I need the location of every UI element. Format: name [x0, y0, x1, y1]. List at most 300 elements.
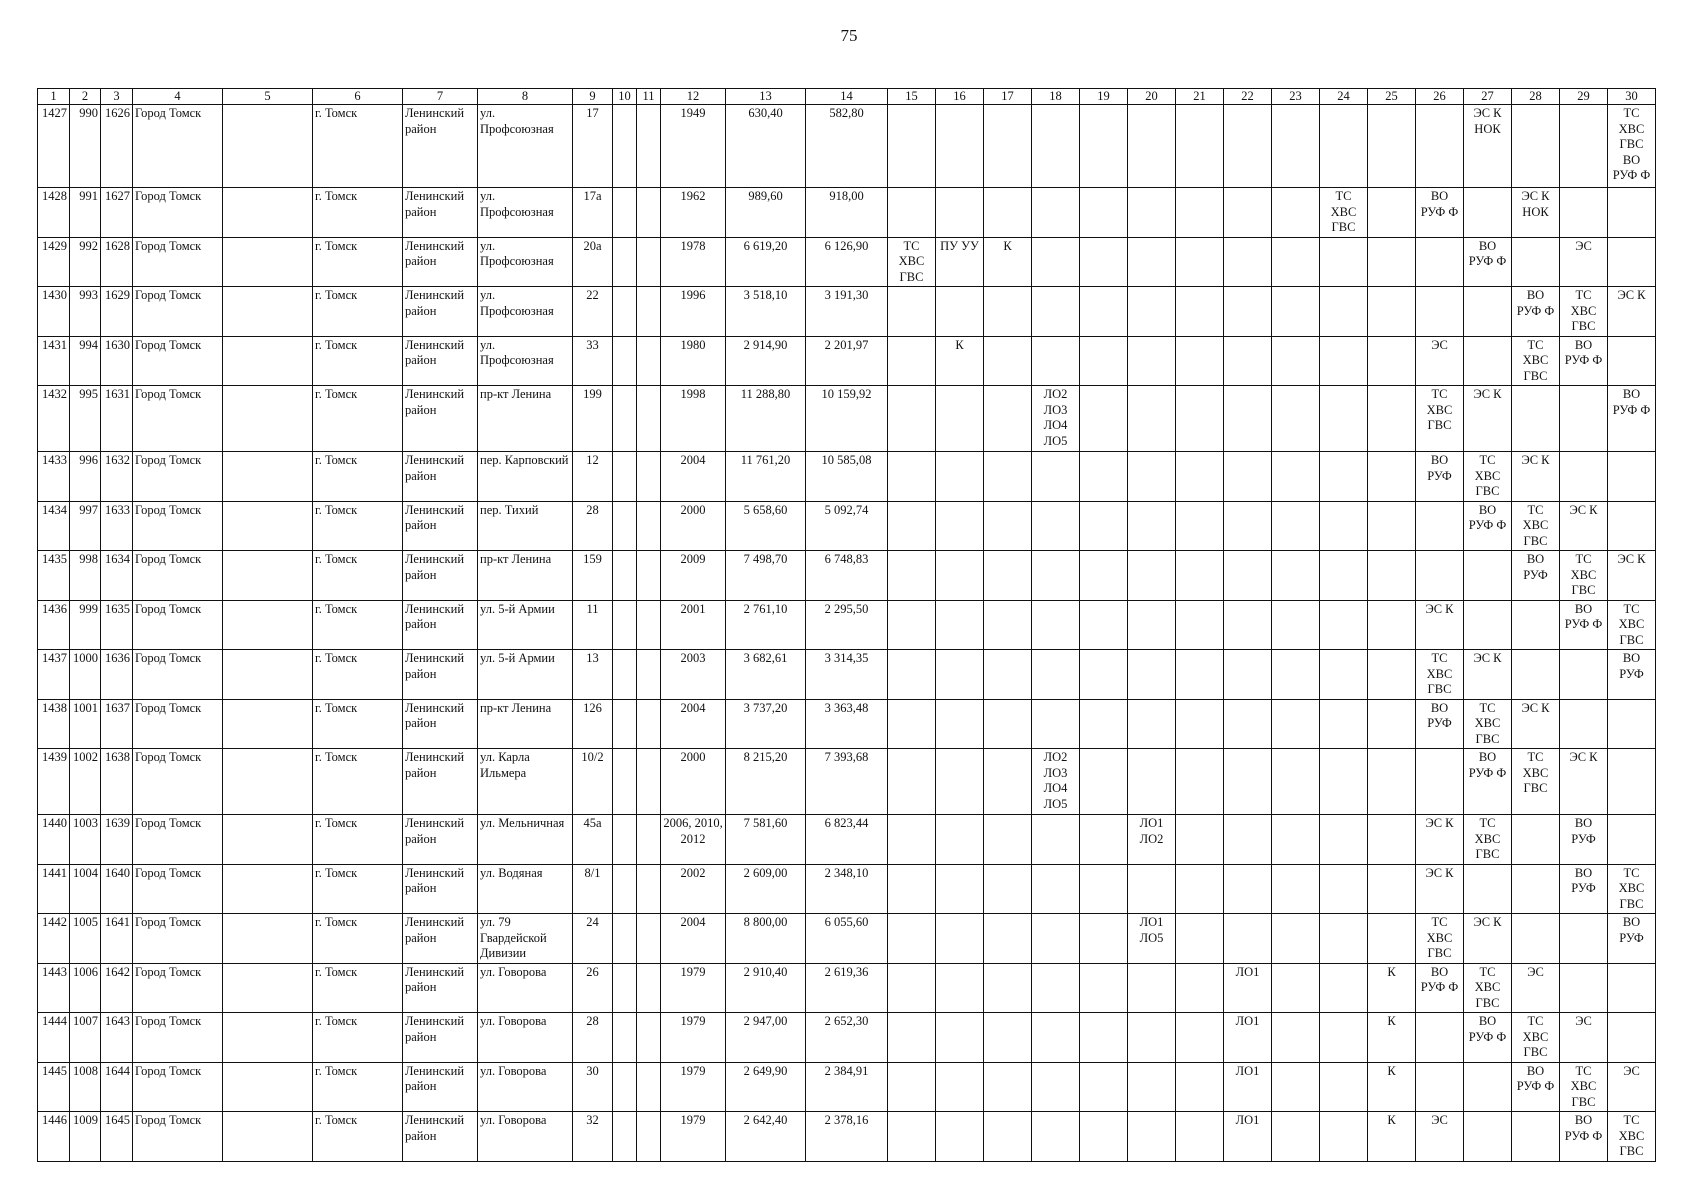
cell-col-13: 8 800,00: [726, 914, 806, 964]
cell-col-30: ВО РУФ: [1608, 650, 1656, 700]
cell-col-18: [1032, 600, 1080, 650]
cell-col-12: 2004: [661, 914, 726, 964]
cell-col-28: ЭС: [1512, 963, 1560, 1013]
cell-col-2: 1003: [70, 815, 101, 865]
cell-col-4: Город Томск: [133, 336, 223, 386]
column-number-6: 6: [313, 89, 403, 105]
cell-col-10: [613, 600, 637, 650]
cell-col-23: [1272, 600, 1320, 650]
cell-col-26: ЭС К: [1416, 600, 1464, 650]
cell-col-6: г. Томск: [313, 815, 403, 865]
cell-col-14: 2 652,30: [806, 1013, 888, 1063]
cell-col-14: 3 191,30: [806, 287, 888, 337]
cell-col-9: 28: [573, 501, 613, 551]
column-number-16: 16: [936, 89, 984, 105]
cell-col-8: ул. Профсоюзная: [478, 105, 573, 188]
column-number-row: [38, 89, 1656, 105]
cell-col-19: [1080, 749, 1128, 815]
cell-col-28: [1512, 1112, 1560, 1162]
cell-col-5: [223, 336, 313, 386]
cell-col-10: [613, 287, 637, 337]
cell-col-2: 1001: [70, 699, 101, 749]
cell-col-14: 2 201,97: [806, 336, 888, 386]
cell-col-22: ЛО1: [1224, 1062, 1272, 1112]
cell-col-30: [1608, 749, 1656, 815]
cell-col-13: 2 761,10: [726, 600, 806, 650]
cell-col-3: 1629: [101, 287, 133, 337]
cell-col-23: [1272, 237, 1320, 287]
cell-col-15: [888, 336, 936, 386]
cell-col-27: [1464, 1112, 1512, 1162]
cell-col-16: [936, 1062, 984, 1112]
cell-col-13: 7 498,70: [726, 551, 806, 601]
cell-col-23: [1272, 699, 1320, 749]
cell-col-17: [984, 551, 1032, 601]
cell-col-20: [1128, 501, 1176, 551]
cell-col-23: [1272, 1013, 1320, 1063]
table-row: [38, 864, 1656, 914]
cell-col-27: [1464, 600, 1512, 650]
cell-col-30: ТС ХВС ГВС: [1608, 1112, 1656, 1162]
cell-col-20: [1128, 452, 1176, 502]
cell-col-9: 32: [573, 1112, 613, 1162]
cell-col-29: ВО РУФ Ф: [1560, 1112, 1608, 1162]
cell-col-27: ВО РУФ Ф: [1464, 1013, 1512, 1063]
cell-col-17: [984, 914, 1032, 964]
cell-col-29: [1560, 188, 1608, 238]
column-number-19: 19: [1080, 89, 1128, 105]
cell-col-3: 1640: [101, 864, 133, 914]
cell-col-11: [637, 105, 661, 188]
cell-col-13: 3 682,61: [726, 650, 806, 700]
cell-col-11: [637, 1013, 661, 1063]
cell-col-25: [1368, 237, 1416, 287]
cell-col-9: 30: [573, 1062, 613, 1112]
cell-col-27: [1464, 287, 1512, 337]
cell-col-13: 3 518,10: [726, 287, 806, 337]
cell-col-3: 1643: [101, 1013, 133, 1063]
cell-col-14: 582,80: [806, 105, 888, 188]
cell-col-10: [613, 237, 637, 287]
cell-col-22: [1224, 287, 1272, 337]
cell-col-21: [1176, 815, 1224, 865]
cell-col-16: ПУ УУ: [936, 237, 984, 287]
cell-col-28: [1512, 650, 1560, 700]
cell-col-24: [1320, 749, 1368, 815]
cell-col-5: [223, 237, 313, 287]
cell-col-28: ТС ХВС ГВС: [1512, 336, 1560, 386]
cell-col-9: 22: [573, 287, 613, 337]
cell-col-10: [613, 815, 637, 865]
table-row: [38, 749, 1656, 815]
column-number-2: 2: [70, 89, 101, 105]
cell-col-16: [936, 749, 984, 815]
cell-col-22: [1224, 815, 1272, 865]
table-row: [38, 1013, 1656, 1063]
page-number: 75: [840, 26, 858, 45]
cell-col-30: ЭС К: [1608, 287, 1656, 337]
cell-col-25: [1368, 105, 1416, 188]
cell-col-6: г. Томск: [313, 1112, 403, 1162]
cell-col-28: ТС ХВС ГВС: [1512, 501, 1560, 551]
cell-col-20: [1128, 1062, 1176, 1112]
cell-col-6: г. Томск: [313, 237, 403, 287]
cell-col-10: [613, 105, 637, 188]
cell-col-26: [1416, 501, 1464, 551]
cell-col-19: [1080, 1112, 1128, 1162]
cell-col-30: [1608, 336, 1656, 386]
cell-col-10: [613, 1112, 637, 1162]
table-row: [38, 699, 1656, 749]
cell-col-26: ЭС: [1416, 1112, 1464, 1162]
cell-col-13: 630,40: [726, 105, 806, 188]
cell-col-14: 10 585,08: [806, 452, 888, 502]
cell-col-2: 1007: [70, 1013, 101, 1063]
cell-col-12: 1979: [661, 1112, 726, 1162]
cell-col-14: 2 619,36: [806, 963, 888, 1013]
column-number-11: 11: [637, 89, 661, 105]
cell-col-18: [1032, 452, 1080, 502]
cell-col-10: [613, 914, 637, 964]
cell-col-18: [1032, 914, 1080, 964]
cell-col-24: [1320, 501, 1368, 551]
cell-col-21: [1176, 914, 1224, 964]
cell-col-6: г. Томск: [313, 864, 403, 914]
cell-col-24: [1320, 864, 1368, 914]
cell-col-29: ТС ХВС ГВС: [1560, 551, 1608, 601]
cell-col-27: ЭС К НОК: [1464, 105, 1512, 188]
cell-col-4: Город Томск: [133, 650, 223, 700]
cell-col-8: ул. Карла Ильмера: [478, 749, 573, 815]
cell-col-19: [1080, 105, 1128, 188]
cell-col-30: [1608, 699, 1656, 749]
cell-col-28: [1512, 914, 1560, 964]
cell-col-1: 1429: [38, 237, 70, 287]
cell-col-9: 33: [573, 336, 613, 386]
cell-col-13: 11 761,20: [726, 452, 806, 502]
cell-col-27: [1464, 1062, 1512, 1112]
cell-col-17: [984, 287, 1032, 337]
cell-col-28: ТС ХВС ГВС: [1512, 749, 1560, 815]
cell-col-15: [888, 1112, 936, 1162]
cell-col-19: [1080, 501, 1128, 551]
cell-col-27: ВО РУФ Ф: [1464, 237, 1512, 287]
cell-col-3: 1628: [101, 237, 133, 287]
cell-col-22: [1224, 501, 1272, 551]
cell-col-27: ВО РУФ Ф: [1464, 501, 1512, 551]
cell-col-26: ЭС К: [1416, 864, 1464, 914]
cell-col-5: [223, 551, 313, 601]
column-number-3: 3: [101, 89, 133, 105]
cell-col-18: [1032, 551, 1080, 601]
cell-col-12: 2003: [661, 650, 726, 700]
cell-col-30: [1608, 452, 1656, 502]
cell-col-18: [1032, 815, 1080, 865]
cell-col-5: [223, 650, 313, 700]
cell-col-16: [936, 287, 984, 337]
cell-col-20: ЛО1 ЛО2: [1128, 815, 1176, 865]
cell-col-4: Город Томск: [133, 551, 223, 601]
cell-col-29: ВО РУФ: [1560, 815, 1608, 865]
cell-col-25: [1368, 600, 1416, 650]
cell-col-13: 2 947,00: [726, 1013, 806, 1063]
cell-col-4: Город Томск: [133, 914, 223, 964]
cell-col-14: 2 348,10: [806, 864, 888, 914]
cell-col-2: 1008: [70, 1062, 101, 1112]
cell-col-6: г. Томск: [313, 287, 403, 337]
table-row: [38, 105, 1656, 188]
cell-col-28: ЭС К: [1512, 452, 1560, 502]
cell-col-21: [1176, 864, 1224, 914]
cell-col-21: [1176, 336, 1224, 386]
cell-col-13: 2 609,00: [726, 864, 806, 914]
cell-col-30: ВО РУФ Ф: [1608, 386, 1656, 452]
cell-col-10: [613, 336, 637, 386]
cell-col-27: ЭС К: [1464, 914, 1512, 964]
cell-col-1: 1435: [38, 551, 70, 601]
cell-col-2: 1002: [70, 749, 101, 815]
cell-col-9: 126: [573, 699, 613, 749]
cell-col-25: [1368, 650, 1416, 700]
cell-col-18: [1032, 1112, 1080, 1162]
cell-col-13: 2 910,40: [726, 963, 806, 1013]
cell-col-5: [223, 287, 313, 337]
cell-col-2: 1004: [70, 864, 101, 914]
cell-col-26: [1416, 237, 1464, 287]
cell-col-29: ЭС К: [1560, 501, 1608, 551]
cell-col-12: 1978: [661, 237, 726, 287]
cell-col-16: К: [936, 336, 984, 386]
table-row: [38, 650, 1656, 700]
cell-col-28: [1512, 237, 1560, 287]
cell-col-2: 997: [70, 501, 101, 551]
cell-col-21: [1176, 501, 1224, 551]
column-number-9: 9: [573, 89, 613, 105]
cell-col-2: 991: [70, 188, 101, 238]
cell-col-21: [1176, 287, 1224, 337]
cell-col-29: ВО РУФ Ф: [1560, 600, 1608, 650]
cell-col-18: ЛО2 ЛО3 ЛО4 ЛО5: [1032, 386, 1080, 452]
cell-col-7: Ленинский район: [403, 188, 478, 238]
cell-col-18: [1032, 501, 1080, 551]
cell-col-1: 1445: [38, 1062, 70, 1112]
cell-col-2: 996: [70, 452, 101, 502]
cell-col-20: [1128, 963, 1176, 1013]
cell-col-20: [1128, 386, 1176, 452]
cell-col-20: [1128, 287, 1176, 337]
cell-col-6: г. Томск: [313, 188, 403, 238]
table-row: [38, 237, 1656, 287]
cell-col-18: [1032, 1062, 1080, 1112]
cell-col-15: [888, 699, 936, 749]
cell-col-2: 1005: [70, 914, 101, 964]
cell-col-11: [637, 815, 661, 865]
cell-col-1: 1446: [38, 1112, 70, 1162]
cell-col-8: ул. Говорова: [478, 1112, 573, 1162]
cell-col-5: [223, 1112, 313, 1162]
cell-col-12: 2004: [661, 699, 726, 749]
cell-col-10: [613, 699, 637, 749]
cell-col-1: 1444: [38, 1013, 70, 1063]
cell-col-19: [1080, 699, 1128, 749]
cell-col-20: [1128, 650, 1176, 700]
cell-col-15: [888, 864, 936, 914]
table-row: [38, 336, 1656, 386]
cell-col-22: [1224, 452, 1272, 502]
cell-col-10: [613, 650, 637, 700]
cell-col-26: ЭС: [1416, 336, 1464, 386]
cell-col-1: 1433: [38, 452, 70, 502]
cell-col-8: ул. Мельничная: [478, 815, 573, 865]
cell-col-24: [1320, 551, 1368, 601]
cell-col-29: [1560, 452, 1608, 502]
cell-col-17: [984, 386, 1032, 452]
cell-col-25: К: [1368, 1013, 1416, 1063]
cell-col-25: [1368, 452, 1416, 502]
cell-col-4: Город Томск: [133, 237, 223, 287]
cell-col-6: г. Томск: [313, 1013, 403, 1063]
cell-col-3: 1638: [101, 749, 133, 815]
cell-col-26: ТС ХВС ГВС: [1416, 914, 1464, 964]
cell-col-24: [1320, 699, 1368, 749]
cell-col-5: [223, 452, 313, 502]
column-number-27: 27: [1464, 89, 1512, 105]
cell-col-3: 1630: [101, 336, 133, 386]
cell-col-6: г. Томск: [313, 105, 403, 188]
cell-col-28: ТС ХВС ГВС: [1512, 1013, 1560, 1063]
cell-col-5: [223, 699, 313, 749]
cell-col-10: [613, 1062, 637, 1112]
cell-col-28: ВО РУФ Ф: [1512, 287, 1560, 337]
cell-col-11: [637, 699, 661, 749]
cell-col-30: ВО РУФ: [1608, 914, 1656, 964]
cell-col-25: [1368, 501, 1416, 551]
cell-col-29: [1560, 699, 1608, 749]
cell-col-21: [1176, 386, 1224, 452]
column-number-4: 4: [133, 89, 223, 105]
cell-col-21: [1176, 650, 1224, 700]
cell-col-5: [223, 749, 313, 815]
cell-col-8: ул. Профсоюзная: [478, 336, 573, 386]
cell-col-25: [1368, 864, 1416, 914]
cell-col-17: [984, 650, 1032, 700]
cell-col-10: [613, 1013, 637, 1063]
cell-col-28: [1512, 815, 1560, 865]
cell-col-7: Ленинский район: [403, 501, 478, 551]
cell-col-17: [984, 699, 1032, 749]
cell-col-11: [637, 452, 661, 502]
cell-col-9: 26: [573, 963, 613, 1013]
cell-col-17: [984, 600, 1032, 650]
cell-col-16: [936, 650, 984, 700]
cell-col-29: ТС ХВС ГВС: [1560, 287, 1608, 337]
cell-col-2: 1006: [70, 963, 101, 1013]
cell-col-7: Ленинский район: [403, 600, 478, 650]
cell-col-24: [1320, 650, 1368, 700]
cell-col-8: ул. 5-й Армии: [478, 650, 573, 700]
cell-col-15: [888, 501, 936, 551]
cell-col-15: [888, 963, 936, 1013]
cell-col-15: [888, 551, 936, 601]
cell-col-18: [1032, 336, 1080, 386]
cell-col-23: [1272, 501, 1320, 551]
cell-col-8: ул. 5-й Армии: [478, 600, 573, 650]
cell-col-7: Ленинский район: [403, 287, 478, 337]
cell-col-30: [1608, 815, 1656, 865]
cell-col-9: 159: [573, 551, 613, 601]
cell-col-5: [223, 864, 313, 914]
cell-col-23: [1272, 1112, 1320, 1162]
cell-col-22: [1224, 551, 1272, 601]
cell-col-10: [613, 188, 637, 238]
cell-col-27: ТС ХВС ГВС: [1464, 452, 1512, 502]
cell-col-30: [1608, 963, 1656, 1013]
cell-col-25: К: [1368, 1062, 1416, 1112]
cell-col-2: 993: [70, 287, 101, 337]
cell-col-13: 6 619,20: [726, 237, 806, 287]
cell-col-5: [223, 1013, 313, 1063]
cell-col-27: ТС ХВС ГВС: [1464, 699, 1512, 749]
cell-col-16: [936, 600, 984, 650]
cell-col-9: 24: [573, 914, 613, 964]
column-number-5: 5: [223, 89, 313, 105]
cell-col-27: ВО РУФ Ф: [1464, 749, 1512, 815]
cell-col-1: 1442: [38, 914, 70, 964]
cell-col-4: Город Томск: [133, 1062, 223, 1112]
cell-col-12: 2000: [661, 749, 726, 815]
cell-col-19: [1080, 815, 1128, 865]
cell-col-2: 994: [70, 336, 101, 386]
cell-col-1: 1440: [38, 815, 70, 865]
cell-col-19: [1080, 551, 1128, 601]
cell-col-23: [1272, 551, 1320, 601]
cell-col-9: 199: [573, 386, 613, 452]
cell-col-1: 1431: [38, 336, 70, 386]
cell-col-5: [223, 1062, 313, 1112]
cell-col-1: 1434: [38, 501, 70, 551]
cell-col-23: [1272, 188, 1320, 238]
cell-col-14: 2 295,50: [806, 600, 888, 650]
table-row: [38, 287, 1656, 337]
cell-col-11: [637, 501, 661, 551]
cell-col-23: [1272, 105, 1320, 188]
column-number-23: 23: [1272, 89, 1320, 105]
cell-col-15: [888, 815, 936, 865]
cell-col-11: [637, 1062, 661, 1112]
cell-col-15: [888, 452, 936, 502]
cell-col-8: ул. Говорова: [478, 1013, 573, 1063]
cell-col-3: 1642: [101, 963, 133, 1013]
cell-col-29: [1560, 963, 1608, 1013]
cell-col-19: [1080, 1062, 1128, 1112]
cell-col-16: [936, 864, 984, 914]
cell-col-18: ЛО2 ЛО3 ЛО4 ЛО5: [1032, 749, 1080, 815]
cell-col-30: [1608, 188, 1656, 238]
cell-col-22: [1224, 699, 1272, 749]
cell-col-27: [1464, 188, 1512, 238]
cell-col-19: [1080, 963, 1128, 1013]
cell-col-4: Город Томск: [133, 188, 223, 238]
cell-col-23: [1272, 864, 1320, 914]
cell-col-16: [936, 188, 984, 238]
cell-col-21: [1176, 237, 1224, 287]
cell-col-17: [984, 452, 1032, 502]
cell-col-17: [984, 1013, 1032, 1063]
cell-col-20: [1128, 188, 1176, 238]
cell-col-25: [1368, 699, 1416, 749]
cell-col-14: 10 159,92: [806, 386, 888, 452]
cell-col-21: [1176, 749, 1224, 815]
